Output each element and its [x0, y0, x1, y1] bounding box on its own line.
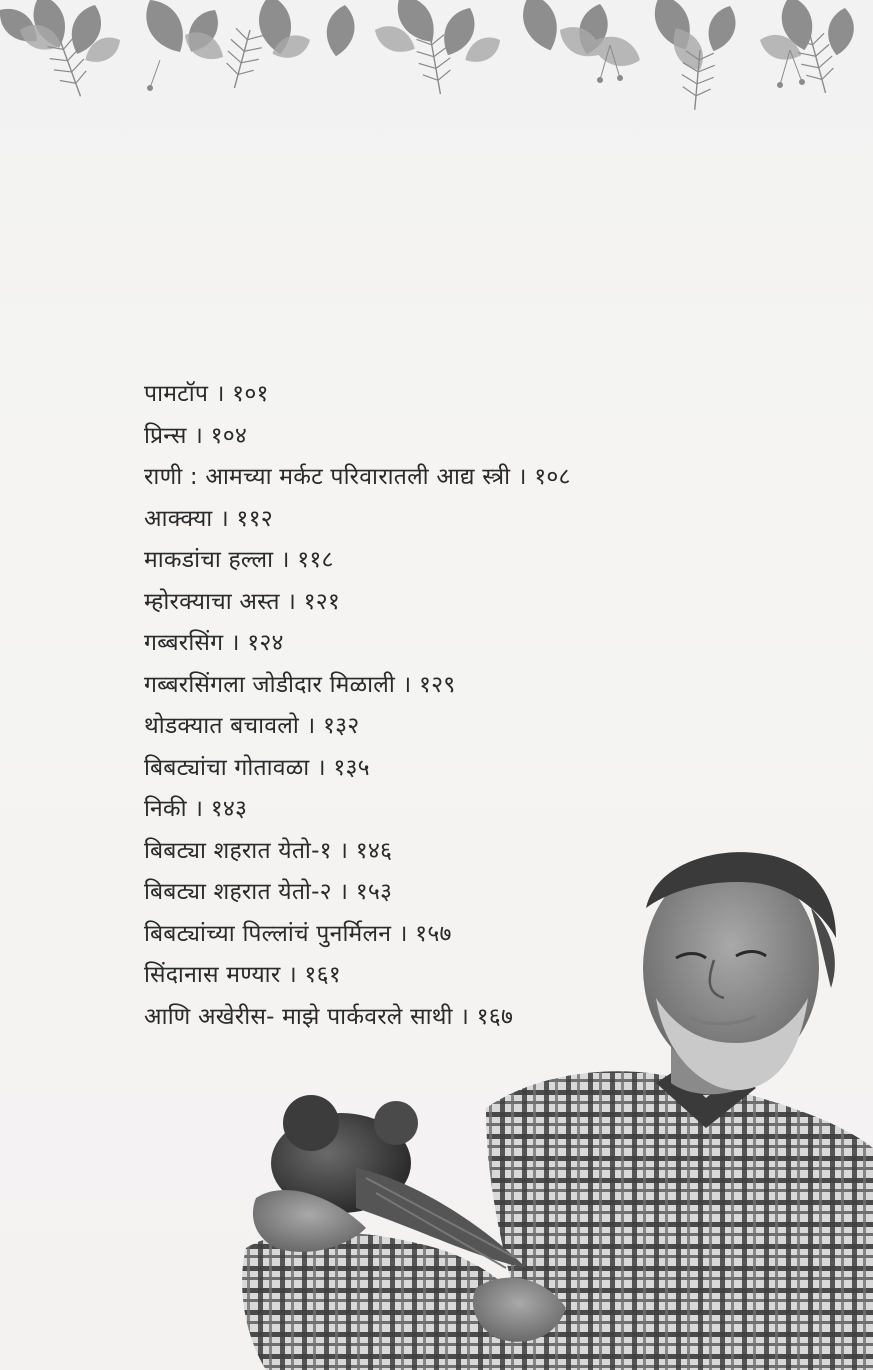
- toc-entry: [144, 457, 704, 499]
- toc-entry-title: बिबट्यांच्या पिल्लांचं पुनर्मिलन: [144, 920, 392, 947]
- toc-separator: ।: [452, 1003, 477, 1030]
- toc-entry: [144, 623, 704, 665]
- toc-entry: [144, 706, 704, 748]
- toc-entry-title: थोडक्यात बचावलो: [144, 713, 300, 739]
- toc-entry-page: १०१: [232, 381, 269, 407]
- toc-entry-title: निकी: [144, 796, 187, 822]
- toc-entry: [144, 748, 704, 790]
- author-photo-with-pigeon: [236, 848, 873, 1370]
- toc-entry-page: १३२: [322, 713, 360, 739]
- toc-entry-title: राणी : आमच्या मर्कट परिवारातली आद्य स्त्री: [144, 464, 511, 490]
- toc-entry-page: १२१: [303, 588, 341, 615]
- toc-entry-page: ११८: [297, 547, 334, 573]
- toc-entry-title: बिबट्या शहरात येतो-१: [144, 837, 332, 864]
- toc-separator: ।: [309, 754, 334, 781]
- toc-entry: [144, 540, 704, 582]
- toc-entry-page: १५३: [355, 879, 393, 905]
- toc-entry-title: आक्क्या: [144, 505, 213, 532]
- toc-separator: ।: [223, 630, 248, 656]
- toc-entry-page: ११२: [236, 505, 273, 532]
- toc-entry-page: १०४: [210, 422, 248, 449]
- toc-separator: ।: [186, 422, 211, 449]
- toc-separator: ।: [273, 547, 298, 573]
- toc-entry-page: १२९: [418, 671, 456, 698]
- toc-entry-page: १६७: [476, 1003, 514, 1030]
- toc-entry-page: १३५: [333, 754, 370, 781]
- toc-entry-page: १०८: [534, 464, 571, 490]
- toc-entry-page: १४६: [355, 837, 393, 864]
- toc-entry-title: प्रिन्स: [144, 422, 187, 449]
- toc-separator: ।: [186, 796, 211, 822]
- toc-entry: [144, 416, 704, 458]
- toc-separator: ।: [279, 588, 304, 615]
- toc-entry: [144, 789, 704, 831]
- toc-entry-page: १५७: [415, 920, 452, 947]
- toc-entry-title: म्होरक्याचा अस्त: [144, 588, 280, 615]
- toc-separator: ।: [280, 962, 305, 988]
- toc-entry-page: १६१: [304, 962, 341, 988]
- toc-entry-title: बिबट्या शहरात येतो-२: [144, 879, 332, 905]
- toc-separator: ।: [208, 381, 233, 407]
- toc-separator: ।: [331, 879, 356, 905]
- toc-separator: ।: [331, 837, 356, 864]
- toc-entry-title: गब्बरसिंग: [144, 630, 224, 656]
- toc-entry-title: माकडांचा हल्ला: [144, 547, 274, 573]
- toc-separator: ।: [394, 671, 419, 698]
- toc-separator: ।: [299, 713, 323, 739]
- toc-entry-title: सिंदानास मण्यार: [144, 962, 281, 988]
- toc-separator: ।: [391, 920, 416, 947]
- toc-entry-title: पामटॉप: [144, 381, 209, 407]
- toc-entry-title: बिबट्यांचा गोतावळा: [144, 754, 310, 781]
- toc-entry-page: १४३: [210, 796, 248, 822]
- toc-separator: ।: [510, 464, 535, 490]
- toc-entry-title: गब्बरसिंगला जोडीदार मिळाली: [144, 671, 395, 698]
- toc-entry: [144, 374, 704, 416]
- toc-entry-page: १२४: [247, 630, 284, 656]
- toc-entry: [144, 499, 704, 541]
- toc-entry-title: आणि अखेरीस- माझे पार्कवरले साथी: [144, 1003, 453, 1030]
- toc-entry: [144, 665, 704, 707]
- foliage-border-decoration: [0, 0, 873, 125]
- toc-entry: [144, 582, 704, 624]
- toc-separator: ।: [212, 505, 237, 532]
